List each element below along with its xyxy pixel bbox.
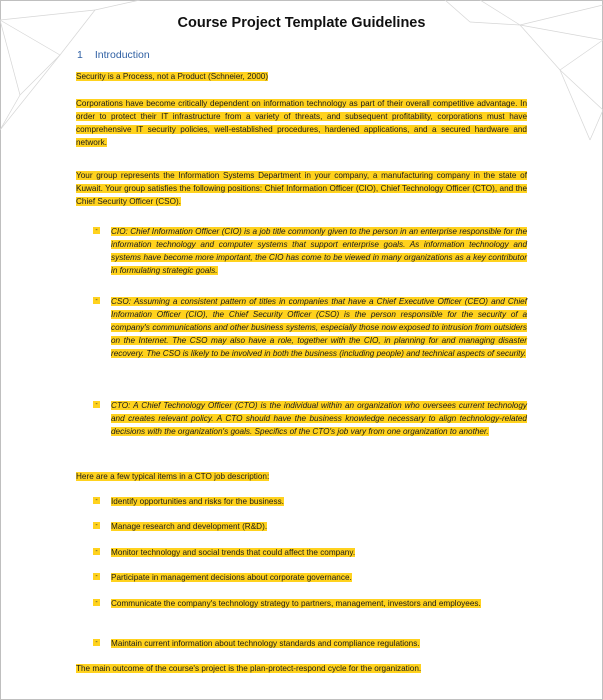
paragraph-1	[76, 97, 527, 149]
bullet-marker: -	[93, 497, 100, 504]
cto-item-1	[93, 495, 527, 508]
role-bullet-cio-text: CIO: Chief Information Officer (CIO) is a job title commonly given to the person in an enterprise responsible for the information technology and computer systems that support enterprise goals. As information technology and systems have become more important, the CIO has come to be viewed in many organizations as a key contributor in formulating strategic goals.	[111, 227, 527, 275]
section-number: 1	[77, 49, 83, 61]
cto-item-4	[93, 571, 527, 584]
cto-item-3	[93, 546, 527, 559]
bullet-marker: -	[93, 548, 100, 555]
section-title: Introduction	[94, 49, 150, 61]
cto-item-5-text: Communicate the company's technology strategy to partners, management, investors and employees.	[111, 599, 481, 608]
cto-item-6-text: Maintain current information about technology standards and compliance regulations.	[111, 639, 420, 648]
quote-line	[76, 70, 527, 83]
cto-item-2	[93, 520, 527, 533]
role-bullet-cso	[93, 295, 527, 360]
role-bullet-cio	[93, 225, 527, 277]
closing-line	[76, 662, 527, 675]
bullet-marker: -	[93, 599, 100, 606]
role-bullet-cto-text: CTO: A Chief Technology Officer (CTO) is the individual within an organization who oversees current technology and creates relevant policy. A CTO should have the business knowledge necessary to align technology-related decisions with the organization's goals. Specifics of the CTO's job vary from one organization to another.	[111, 401, 527, 436]
paragraph-1-text: Corporations have become critically dependent on information technology as part of their overall competitive advantage. In order to protect their IT infrastructure from a variety of threats, and subsequent profitability, corporations must have comprehensive IT security policies, well-established procedures, hardened applications, and a secured hardware and network.	[76, 99, 527, 147]
role-bullet-cso-text: CSO: Assuming a consistent pattern of titles in companies that have a Chief Executive Officer (CEO) and Chief Information Officer (CIO), the Chief Security Officer (CSO) is the person responsible for the security of a company's communications and other business systems, especially those now exposed to intrusion from outsiders on the Internet. The CSO may also have a role, together with the CIO, in planning for and managing disaster recovery. The CSO is likely to be involved in both the business (including people) and technical aspects of security.	[111, 297, 527, 358]
cto-item-4-text: Participate in management decisions about corporate governance.	[111, 573, 352, 582]
cto-item-3-text: Monitor technology and social trends that could affect the company.	[111, 548, 356, 557]
role-bullet-cto	[93, 399, 527, 438]
cto-item-1-text: Identify opportunities and risks for the business.	[111, 497, 284, 506]
quote-text: Security is a Process, not a Product (Schneier, 2000)	[76, 72, 269, 81]
bullet-marker: -	[93, 401, 100, 408]
cto-intro-text: Here are a few typical items in a CTO job description:	[76, 472, 270, 481]
cto-item-2-text: Manage research and development (R&D).	[111, 522, 268, 531]
paragraph-2	[76, 169, 527, 208]
bullet-marker: -	[93, 227, 100, 234]
section-heading	[77, 49, 150, 61]
bullet-marker: -	[93, 297, 100, 304]
bullet-marker: -	[93, 639, 100, 646]
closing-text: The main outcome of the course's project is the plan-protect-respond cycle for the organization.	[76, 664, 422, 673]
document-title: Course Project Template Guidelines	[177, 15, 426, 31]
bullet-marker: -	[93, 522, 100, 529]
cto-intro	[76, 470, 527, 483]
paragraph-2-text: Your group represents the Information Systems Department in your company, a manufacturing company in the state of Kuwait. Your group satisfies the following positions: Chief Information Officer (CIO), Chief Technology Officer (CTO), and the Chief Security Officer (CSO).	[76, 171, 527, 206]
cto-item-6	[93, 637, 527, 650]
bullet-marker: -	[93, 573, 100, 580]
cto-item-5	[93, 597, 527, 610]
